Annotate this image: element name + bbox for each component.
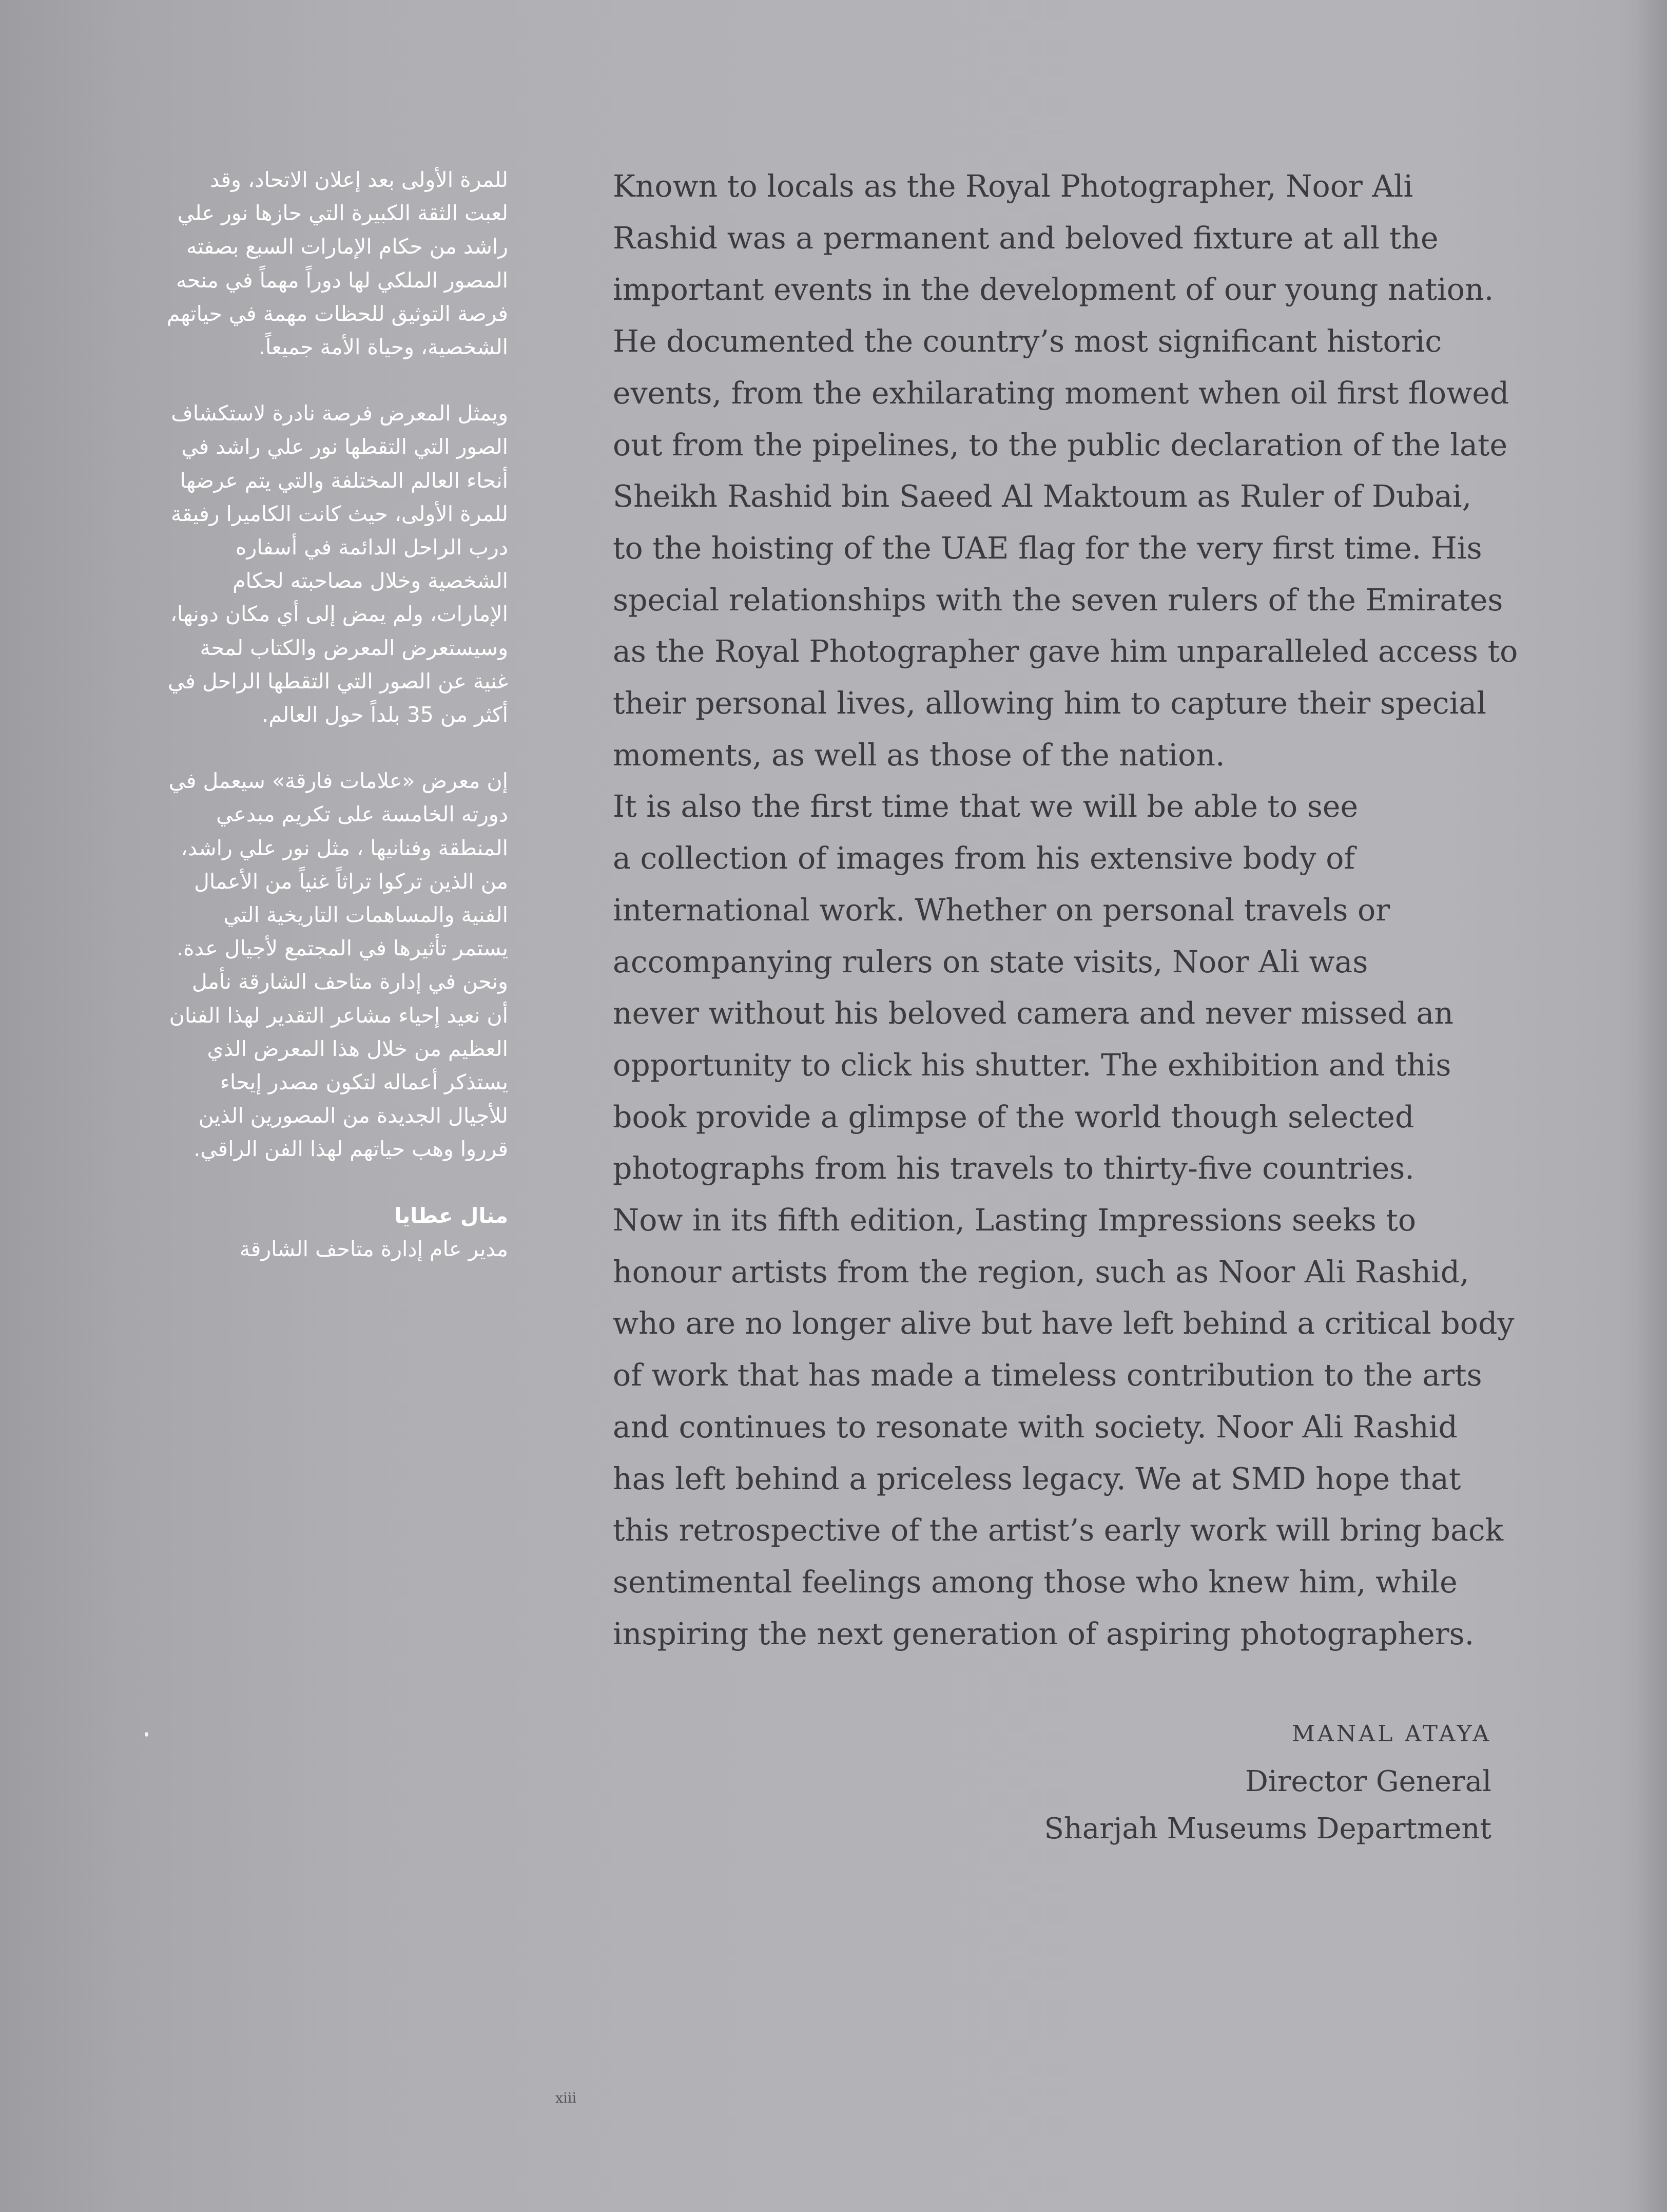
arabic-text-column — [164, 163, 508, 1266]
text-line: this retrospective of the artist’s early work will bring back — [613, 1513, 1504, 1548]
arabic-signature-role: مدير عام إدارة متاحف الشارقة — [239, 1236, 508, 1261]
signature-name: MANAL ATAYA — [1291, 1721, 1491, 1747]
text-line: accompanying rulers on state visits, Noor Ali was — [613, 944, 1368, 979]
text-line: to the hoisting of the UAE flag for the very first time. His — [613, 530, 1482, 566]
text-line: special relationships with the seven rulers of the Emirates — [613, 582, 1503, 618]
paper-speck — [145, 1732, 148, 1737]
text-line: their personal lives, allowing him to capture their special — [613, 686, 1486, 721]
english-paragraph — [558, 781, 1503, 1195]
text-line: He documented the country’s most significant historic — [613, 324, 1442, 359]
arabic-signature — [164, 1199, 508, 1266]
english-text-column — [558, 161, 1518, 1660]
signature-department: Sharjah Museums Department — [1044, 1812, 1491, 1845]
text-line: honour artists from the region, such as Noor Ali Rashid, — [613, 1254, 1469, 1290]
text-line: and continues to resonate with society. Noor Ali Rashid — [613, 1409, 1458, 1445]
text-line: as the Royal Photographer gave him unparalleled access to — [613, 634, 1518, 669]
text-line: never without his beloved camera and never missed an — [613, 996, 1453, 1031]
text-line: book provide a glimpse of the world though selected — [613, 1099, 1414, 1134]
english-paragraph — [558, 161, 1518, 781]
english-paragraph — [558, 1195, 1515, 1660]
text-line: Known to locals as the Royal Photographer, Noor Ali — [613, 169, 1413, 204]
text-line: has left behind a priceless legacy. We at SMD hope that — [613, 1461, 1461, 1496]
arabic-paragraph: ويمثل المعرض فرصة نادرة لاستكشاف الصور التي التقطها نور علي راشد في أنحاء العالم المختلفة والتي يتم عرضها للمرة الأولى، حيث كانت الكاميرا رفيقة درب الراحل الدائمة في أسفاره الشخصية وخلال مصاحبته لحكام الإمارات، ولم يمض إلى أي مكان دونها، وسيستعرض المعرض والكتاب لمحة غنية عن الصور التي التقطها الراحل في أكثر من 35 بلداً حول العالم. — [168, 401, 508, 727]
text-line: Rashid was a permanent and beloved fixture at all the — [613, 220, 1439, 256]
page-number: xiii — [555, 2090, 577, 2106]
arabic-signature-name: منال عطايا — [394, 1203, 508, 1228]
text-line: who are no longer alive but have left behind a critical body — [613, 1306, 1515, 1341]
arabic-paragraph: إن معرض «علامات فارقة» سيعمل في دورته الخامسة على تكريم مبدعي المنطقة وفنانيها ، مثل نور علي راشد، من الذين تركوا تراثاً غنياً من الأعمال الفنية والمساهمات التاريخية التي يستمر تأثيرها في المجتمع لأجيال عدة. ونحن في إدارة متاحف الشارقة نأمل أن نعيد إحياء مشاعر التقدير لهذا الفنان العظيم من خلال هذا المعرض الذي يستذكر أعماله لتكون مصدر إيحاء للأجيال الجديدة من المصورين الذين قرروا وهب حياتهم لهذا الفن الراقي. — [168, 768, 508, 1162]
text-line: photographs from his travels to thirty-five countries. — [613, 1151, 1414, 1186]
text-line: out from the pipelines, to the public declaration of the late — [613, 427, 1508, 463]
page-edge-shadow — [1636, 0, 1667, 2212]
text-line: important events in the development of our young nation. — [613, 272, 1494, 307]
text-line: opportunity to click his shutter. The exhibition and this — [613, 1047, 1451, 1083]
text-line: It is also the first time that we will be able to see — [613, 789, 1359, 824]
text-line: Sheikh Rashid bin Saeed Al Maktoum as Ruler of Dubai, — [613, 479, 1472, 514]
signature-block — [1044, 1709, 1491, 1853]
text-line: of work that has made a timeless contribution to the arts — [613, 1358, 1482, 1393]
text-line: international work. Whether on personal travels or — [613, 892, 1390, 928]
signature-title: Director General — [1245, 1765, 1491, 1798]
arabic-paragraph: للمرة الأولى بعد إعلان الاتحاد، وقد لعبت الثقة الكبيرة التي حازها نور علي راشد من حكام الإمارات السبع بصفته المصور الملكي لها دوراً مهماً في منحه فرصة التوثيق للحظات مهمة في حياتهم الشخصية، وحياة الأمة جميعاً. — [167, 167, 508, 360]
text-line: sentimental feelings among those who knew him, while — [613, 1564, 1458, 1600]
text-line: moments, as well as those of the nation. — [613, 737, 1225, 773]
text-line: inspiring the next generation of aspiring photographers. — [613, 1616, 1475, 1651]
text-line: Now in its fifth edition, Lasting Impressions seeks to — [613, 1203, 1417, 1238]
text-line: events, from the exhilarating moment when oil first flowed — [613, 375, 1509, 411]
text-line: a collection of images from his extensive body of — [613, 841, 1355, 876]
